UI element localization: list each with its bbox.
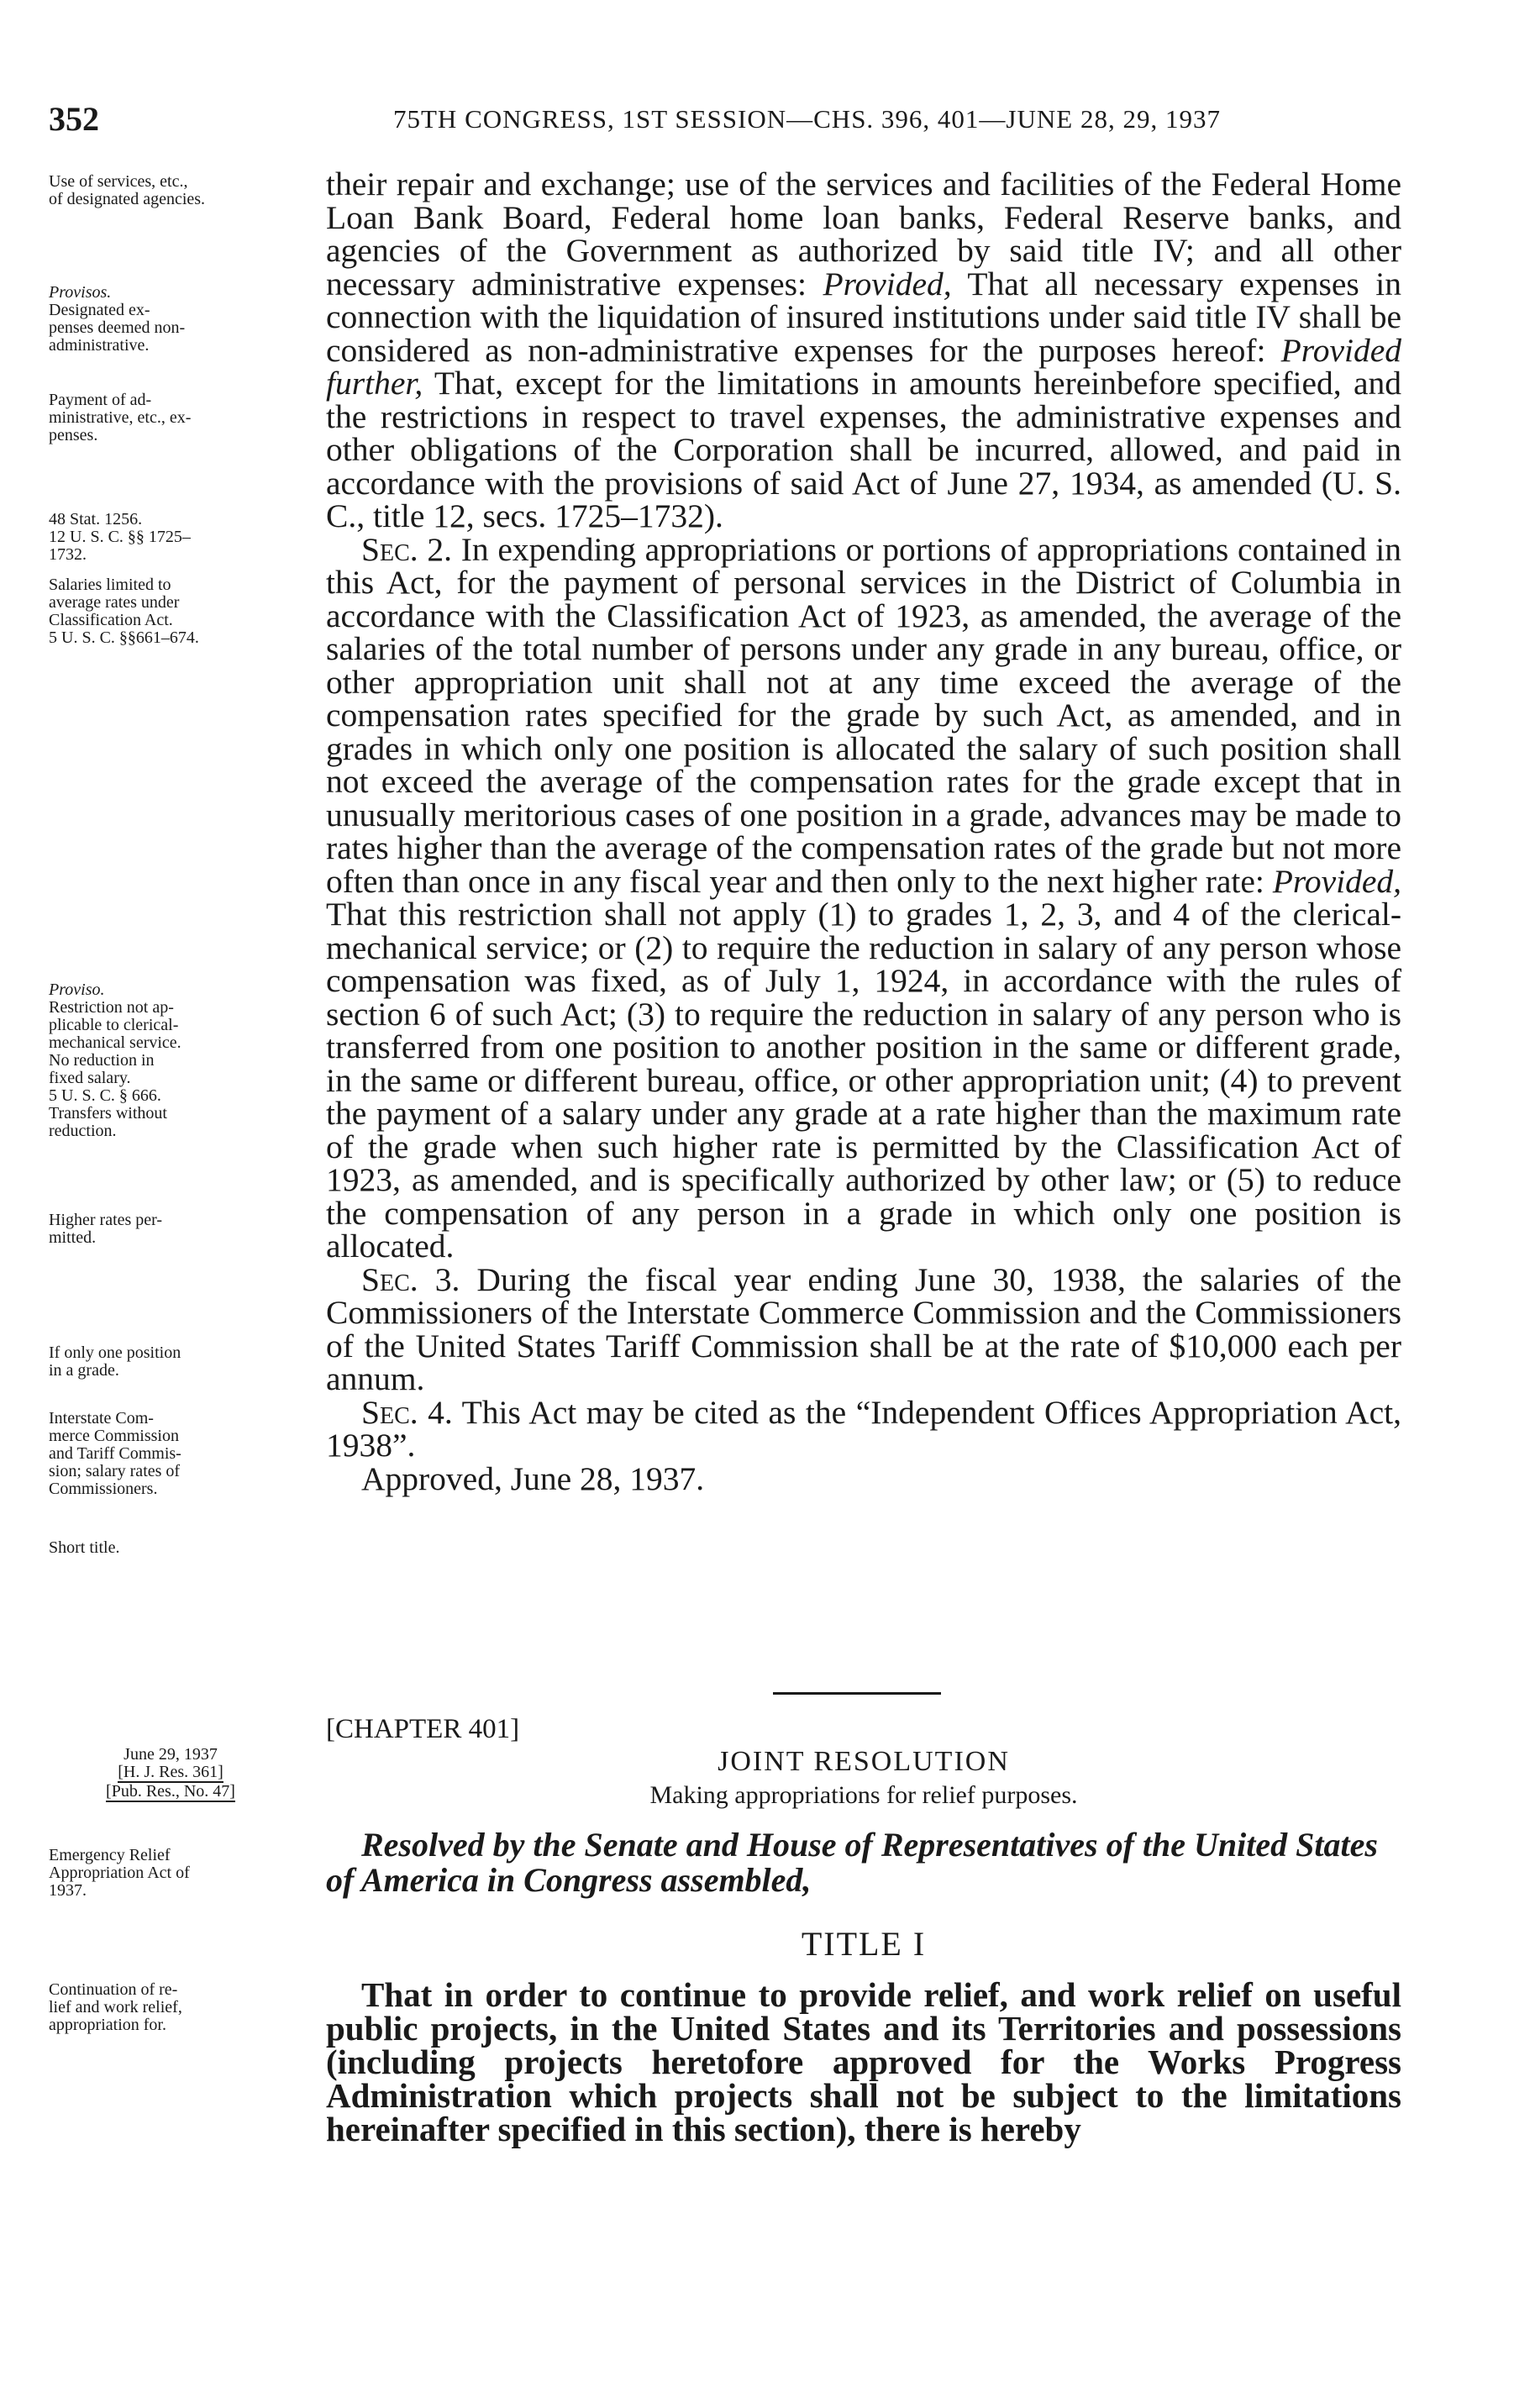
margin-note-only-one: If only one position in a grade. bbox=[49, 1343, 181, 1380]
margin-note-emergency: Emergency Relief Appropriation Act of 1937. bbox=[49, 1846, 190, 1900]
section-3: Sec. 3. During the fiscal year ending June 30, 1938, the salaries of the Commissioners of the Interstate Commerce Commission and the Commissioners of the United States Tariff Commission shall be at the rate of $10,000 each per annum. bbox=[326, 1260, 1402, 1397]
title-1-text: That in order to continue to provide relief, and work relief on useful public projects, in the United States and its Territories and possessions (including projects heretofore approved for the Works Progress Administration which projects shall not be subject to the limitations hereinafter specified in this section), there is hereby bbox=[326, 1975, 1401, 2148]
main-text bbox=[326, 168, 1401, 1496]
page-number: 352 bbox=[49, 100, 99, 138]
margin-note-stat: 48 Stat. 1256. 12 U. S. C. §§ 1725– 1732. bbox=[49, 510, 191, 564]
title-heading: TITLE I bbox=[801, 1925, 927, 1963]
chapter-label: [CHAPTER 401] bbox=[326, 1714, 520, 1744]
joint-resolution-subheading: Making appropriations for relief purposes. bbox=[649, 1781, 1078, 1809]
running-head: 75TH CONGRESS, 1ST SESSION—CHS. 396, 401—JUNE 28, 29, 1937 bbox=[393, 104, 1221, 134]
enacting-clause: Resolved by the Senate and House of Representatives of the United States of America in Congress assembled, bbox=[326, 1826, 1378, 1899]
margin-note-payment: Payment of ad- ministrative, etc., ex- penses. bbox=[49, 391, 192, 444]
section-2: Sec. 2. In expending appropriations or portions of appropriations contained in this Act, for the payment of personal services in the District of Columbia in accordance with the Classification Act of 1923, as amended, the average of the salaries of the total number of persons under any grade in any bureau, office, or other appropriation unit shall not at any time exceed the average of the compensation rates specified for the grade by such Act, as amended, and in grades in which only one position is allocated the salary of such position shall not exceed the average of the compensation rates for the grade except that in unusually meritorious cases of one position in a grade, advances may be made to rates higher than the average of the compensation rates of the grade but not more often than once in any fiscal year and then only to the next higher rate: Provided, That this restriction shall not apply (1) to grades 1, 2, 3, and 4 of the clerical-mechanical service; or (2) to require the reduction in salary of any person whose compensation was fixed, as of July 1, 1924, in accordance with the rules of section 6 of such Act; (3) to require the reduction in salary of any person who is transferred from one position to another position in the same or different grade, in the same or different bureau, office, or other appropriation unit; (4) to prevent the payment of a salary under any grade at a rate higher than the maximum rate of the grade when such higher rate is permitted by the Classification Act of 1923, as amended, and is specifically authorized by other law; or (5) to reduce the compensation of any person in a grade in which only one position is allocated. bbox=[326, 530, 1402, 1264]
margin-note-higher-rates: Higher rates per- mitted. bbox=[49, 1211, 163, 1247]
paragraph-administrative-expenses: their repair and exchange; use of the services and facilities of the Federal Home Loan Bank Board, Federal home loan banks, Federal Reserve banks, and agencies of the Government as authorized by said title IV; and all other necessary administrative expenses: Provided, That all necessary expenses in connection with the liquidation of insured institutions under said title IV shall be considered as non-administrative expenses for the purposes hereof: Provided further, That, except for the limitations in amounts hereinbefore specified, and the restrictions in respect to travel expenses, the administrative expenses and other obligations of the Corporation shall be incurred, allowed, and paid in accordance with the provisions of said Act of June 27, 1934, as amended (U. S. C., title 12, secs. 1725–1732). bbox=[326, 166, 1401, 534]
approved-line: Approved, June 28, 1937. bbox=[361, 1459, 705, 1497]
margin-note-short-title: Short title. bbox=[49, 1538, 120, 1557]
margin-note-designated: Provisos. Designated ex- penses deemed non- administrative. bbox=[49, 283, 186, 355]
margin-note-continuation: Continuation of re- lief and work relief, appropriation for. bbox=[49, 1980, 182, 2034]
margin-note-icc: Interstate Com- merce Commission and Tariff Commis- sion; salary rates of Commissioners. bbox=[49, 1409, 181, 1498]
section-4: Sec. 4. This Act may be cited as the “Independent Offices Appropriation Act, 1938”. bbox=[326, 1393, 1401, 1464]
page-header bbox=[49, 99, 1401, 150]
margin-note-restriction: Proviso. Restriction not ap- plicable to clerical- mechanical service. No reduction in fixed salary. 5 U. S. C. § 666. Transfers without reduction. bbox=[49, 981, 181, 1140]
margin-note-bill-info: June 29, 1937 [H. J. Res. 361] [Pub. Res., No. 47] bbox=[106, 1745, 235, 1801]
section-divider bbox=[773, 1692, 941, 1695]
joint-resolution-heading: JOINT RESOLUTION bbox=[718, 1746, 1010, 1777]
margin-note-salaries: Salaries limited to average rates under Classification Act. 5 U. S. C. §§661–674. bbox=[49, 576, 199, 647]
margin-note-use-of-services: Use of services, etc., of designated agencies. bbox=[49, 172, 206, 208]
